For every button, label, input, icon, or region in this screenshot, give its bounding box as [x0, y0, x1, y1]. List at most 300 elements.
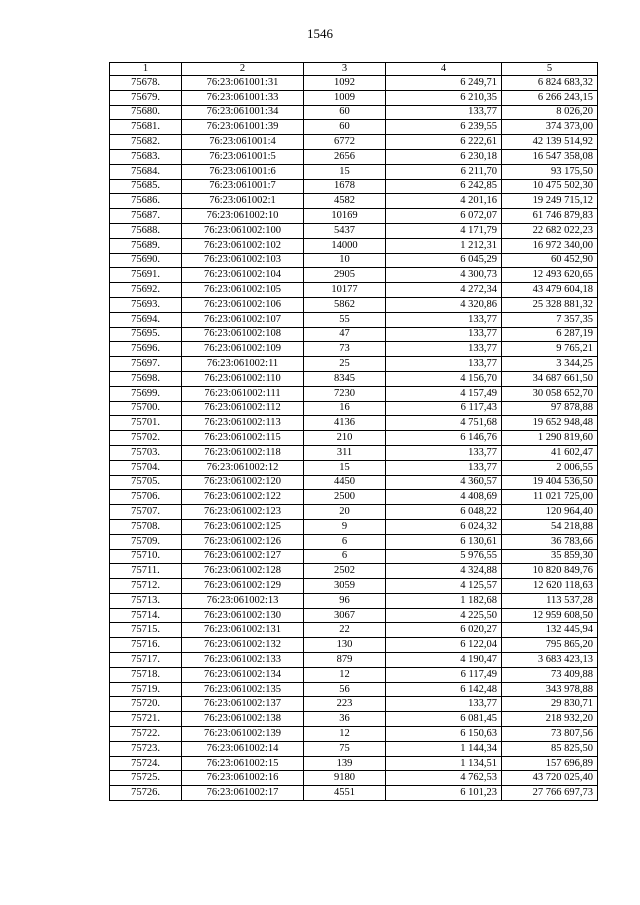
cadastral-value-cell: 19 404 536,50 — [502, 475, 598, 490]
specific-value-cell: 4 201,16 — [386, 194, 502, 209]
cadastral-number-cell: 76:23:061001:4 — [182, 135, 304, 150]
table-row — [110, 386, 598, 401]
row-number-cell: 75699. — [110, 386, 182, 401]
cadastral-value-cell: 73 807,56 — [502, 727, 598, 742]
table-row — [110, 149, 598, 164]
cadastral-number-cell: 76:23:061002:128 — [182, 564, 304, 579]
row-number-cell: 75705. — [110, 475, 182, 490]
area-cell: 2656 — [304, 149, 386, 164]
table-row — [110, 194, 598, 209]
table-row — [110, 460, 598, 475]
cadastral-value-cell: 6 266 243,15 — [502, 90, 598, 105]
specific-value-cell: 133,77 — [386, 460, 502, 475]
cadastral-value-cell: 34 687 661,50 — [502, 371, 598, 386]
specific-value-cell: 6 222,61 — [386, 135, 502, 150]
column-header: 3 — [304, 63, 386, 76]
specific-value-cell: 5 976,55 — [386, 549, 502, 564]
cadastral-number-cell: 76:23:061001:6 — [182, 164, 304, 179]
specific-value-cell: 6 081,45 — [386, 712, 502, 727]
specific-value-cell: 4 408,69 — [386, 490, 502, 505]
table-row — [110, 401, 598, 416]
table-row — [110, 342, 598, 357]
specific-value-cell: 6 210,35 — [386, 90, 502, 105]
cadastral-number-cell: 76:23:061002:127 — [182, 549, 304, 564]
cadastral-number-cell: 76:23:061002:135 — [182, 682, 304, 697]
column-number-row — [110, 63, 598, 76]
row-number-cell: 75687. — [110, 209, 182, 224]
area-cell: 9180 — [304, 771, 386, 786]
row-number-cell: 75689. — [110, 238, 182, 253]
table-row — [110, 90, 598, 105]
cadastral-value-cell: 7 357,35 — [502, 312, 598, 327]
table-row — [110, 268, 598, 283]
cadastral-number-cell: 76:23:061002:10 — [182, 209, 304, 224]
area-cell: 22 — [304, 623, 386, 638]
table-row — [110, 534, 598, 549]
area-cell: 879 — [304, 653, 386, 668]
area-cell: 14000 — [304, 238, 386, 253]
cadastral-value-cell: 36 783,66 — [502, 534, 598, 549]
specific-value-cell: 4 157,49 — [386, 386, 502, 401]
column-header: 1 — [110, 63, 182, 76]
cadastral-number-cell: 76:23:061002:16 — [182, 771, 304, 786]
area-cell: 1092 — [304, 76, 386, 91]
table-row — [110, 416, 598, 431]
cadastral-value-cell: 12 493 620,65 — [502, 268, 598, 283]
cadastral-number-cell: 76:23:061002:126 — [182, 534, 304, 549]
specific-value-cell: 6 130,61 — [386, 534, 502, 549]
row-number-cell: 75710. — [110, 549, 182, 564]
cadastral-number-cell: 76:23:061002:110 — [182, 371, 304, 386]
table-row — [110, 253, 598, 268]
row-number-cell: 75726. — [110, 786, 182, 801]
cadastral-value-cell: 113 537,28 — [502, 593, 598, 608]
row-number-cell: 75684. — [110, 164, 182, 179]
table-row — [110, 741, 598, 756]
specific-value-cell: 6 230,18 — [386, 149, 502, 164]
row-number-cell: 75692. — [110, 283, 182, 298]
cadastral-number-cell: 76:23:061002:132 — [182, 638, 304, 653]
cadastral-number-cell: 76:23:061002:130 — [182, 608, 304, 623]
cadastral-value-cell: 19 652 948,48 — [502, 416, 598, 431]
area-cell: 4551 — [304, 786, 386, 801]
cadastral-number-cell: 76:23:061002:118 — [182, 445, 304, 460]
table-row — [110, 164, 598, 179]
specific-value-cell: 4 190,47 — [386, 653, 502, 668]
specific-value-cell: 6 024,32 — [386, 519, 502, 534]
area-cell: 10 — [304, 253, 386, 268]
specific-value-cell: 4 762,53 — [386, 771, 502, 786]
cadastral-number-cell: 76:23:061002:115 — [182, 431, 304, 446]
cadastral-number-cell: 76:23:061001:31 — [182, 76, 304, 91]
table-row — [110, 712, 598, 727]
cadastral-number-cell: 76:23:061002:11 — [182, 357, 304, 372]
cadastral-value-cell: 12 620 118,63 — [502, 579, 598, 594]
row-number-cell: 75700. — [110, 401, 182, 416]
cadastral-number-cell: 76:23:061002:104 — [182, 268, 304, 283]
area-cell: 73 — [304, 342, 386, 357]
cadastral-number-cell: 76:23:061002:123 — [182, 505, 304, 520]
cadastral-value-cell: 41 602,47 — [502, 445, 598, 460]
specific-value-cell: 4 225,50 — [386, 608, 502, 623]
area-cell: 15 — [304, 164, 386, 179]
row-number-cell: 75696. — [110, 342, 182, 357]
area-cell: 56 — [304, 682, 386, 697]
area-cell: 3067 — [304, 608, 386, 623]
area-cell: 6772 — [304, 135, 386, 150]
area-cell: 96 — [304, 593, 386, 608]
cadastral-value-cell: 132 445,94 — [502, 623, 598, 638]
cadastral-number-cell: 76:23:061002:17 — [182, 786, 304, 801]
cadastral-number-cell: 76:23:061001:5 — [182, 149, 304, 164]
cadastral-value-cell: 97 878,88 — [502, 401, 598, 416]
table-row — [110, 593, 598, 608]
area-cell: 130 — [304, 638, 386, 653]
cadastral-value-cell: 22 682 022,23 — [502, 223, 598, 238]
cadastral-value-cell: 27 766 697,73 — [502, 786, 598, 801]
table-row — [110, 475, 598, 490]
cadastral-number-cell: 76:23:061002:120 — [182, 475, 304, 490]
row-number-cell: 75697. — [110, 357, 182, 372]
row-number-cell: 75712. — [110, 579, 182, 594]
specific-value-cell: 1 212,31 — [386, 238, 502, 253]
specific-value-cell: 6 117,49 — [386, 667, 502, 682]
area-cell: 4136 — [304, 416, 386, 431]
cadastral-value-cell: 42 139 514,92 — [502, 135, 598, 150]
row-number-cell: 75694. — [110, 312, 182, 327]
area-cell: 75 — [304, 741, 386, 756]
row-number-cell: 75690. — [110, 253, 182, 268]
area-cell: 25 — [304, 357, 386, 372]
specific-value-cell: 6 117,43 — [386, 401, 502, 416]
cadastral-number-cell: 76:23:061001:34 — [182, 105, 304, 120]
area-cell: 1678 — [304, 179, 386, 194]
table-row — [110, 682, 598, 697]
area-cell: 6 — [304, 534, 386, 549]
cadastral-value-table — [109, 62, 598, 801]
row-number-cell: 75681. — [110, 120, 182, 135]
cadastral-number-cell: 76:23:061002:112 — [182, 401, 304, 416]
table-row — [110, 756, 598, 771]
cadastral-value-cell: 19 249 715,12 — [502, 194, 598, 209]
table-row — [110, 209, 598, 224]
cadastral-number-cell: 76:23:061001:7 — [182, 179, 304, 194]
specific-value-cell: 4 272,34 — [386, 283, 502, 298]
cadastral-number-cell: 76:23:061002:129 — [182, 579, 304, 594]
row-number-cell: 75704. — [110, 460, 182, 475]
row-number-cell: 75685. — [110, 179, 182, 194]
cadastral-number-cell: 76:23:061002:12 — [182, 460, 304, 475]
row-number-cell: 75716. — [110, 638, 182, 653]
table-row — [110, 223, 598, 238]
cadastral-number-cell: 76:23:061002:100 — [182, 223, 304, 238]
specific-value-cell: 6 211,70 — [386, 164, 502, 179]
specific-value-cell: 4 320,86 — [386, 297, 502, 312]
specific-value-cell: 133,77 — [386, 357, 502, 372]
row-number-cell: 75698. — [110, 371, 182, 386]
specific-value-cell: 6 146,76 — [386, 431, 502, 446]
row-number-cell: 75695. — [110, 327, 182, 342]
cadastral-value-cell: 93 175,50 — [502, 164, 598, 179]
cadastral-value-cell: 218 932,20 — [502, 712, 598, 727]
specific-value-cell: 133,77 — [386, 327, 502, 342]
cadastral-value-cell: 16 547 358,08 — [502, 149, 598, 164]
cadastral-value-cell: 3 344,25 — [502, 357, 598, 372]
specific-value-cell: 6 048,22 — [386, 505, 502, 520]
table-row — [110, 771, 598, 786]
cadastral-value-cell: 43 720 025,40 — [502, 771, 598, 786]
specific-value-cell: 133,77 — [386, 697, 502, 712]
row-number-cell: 75682. — [110, 135, 182, 150]
area-cell: 4582 — [304, 194, 386, 209]
cadastral-number-cell: 76:23:061002:13 — [182, 593, 304, 608]
cadastral-number-cell: 76:23:061002:105 — [182, 283, 304, 298]
row-number-cell: 75702. — [110, 431, 182, 446]
cadastral-value-cell: 60 452,90 — [502, 253, 598, 268]
table-row — [110, 727, 598, 742]
cadastral-value-cell: 1 290 819,60 — [502, 431, 598, 446]
specific-value-cell: 6 150,63 — [386, 727, 502, 742]
area-cell: 4450 — [304, 475, 386, 490]
row-number-cell: 75706. — [110, 490, 182, 505]
specific-value-cell: 4 171,79 — [386, 223, 502, 238]
specific-value-cell: 4 156,70 — [386, 371, 502, 386]
area-cell: 223 — [304, 697, 386, 712]
area-cell: 5862 — [304, 297, 386, 312]
area-cell: 16 — [304, 401, 386, 416]
cadastral-value-cell: 8 026,20 — [502, 105, 598, 120]
row-number-cell: 75683. — [110, 149, 182, 164]
cadastral-number-cell: 76:23:061002:109 — [182, 342, 304, 357]
cadastral-value-cell: 157 696,89 — [502, 756, 598, 771]
area-cell: 55 — [304, 312, 386, 327]
table-row — [110, 312, 598, 327]
cadastral-value-cell: 11 021 725,00 — [502, 490, 598, 505]
page-number: 1546 — [307, 26, 333, 41]
specific-value-cell: 133,77 — [386, 105, 502, 120]
cadastral-value-cell: 30 058 652,70 — [502, 386, 598, 401]
table-row — [110, 519, 598, 534]
cadastral-value-cell: 10 820 849,76 — [502, 564, 598, 579]
area-cell: 10177 — [304, 283, 386, 298]
cadastral-number-cell: 76:23:061001:39 — [182, 120, 304, 135]
cadastral-number-cell: 76:23:061002:131 — [182, 623, 304, 638]
cadastral-number-cell: 76:23:061002:137 — [182, 697, 304, 712]
row-number-cell: 75709. — [110, 534, 182, 549]
table-row — [110, 579, 598, 594]
cadastral-number-cell: 76:23:061002:125 — [182, 519, 304, 534]
row-number-cell: 75707. — [110, 505, 182, 520]
specific-value-cell: 6 142,48 — [386, 682, 502, 697]
cadastral-value-cell: 10 475 502,30 — [502, 179, 598, 194]
specific-value-cell: 6 020,27 — [386, 623, 502, 638]
column-header: 5 — [502, 63, 598, 76]
area-cell: 12 — [304, 727, 386, 742]
area-cell: 47 — [304, 327, 386, 342]
row-number-cell: 75720. — [110, 697, 182, 712]
cadastral-value-cell: 120 964,40 — [502, 505, 598, 520]
cadastral-number-cell: 76:23:061002:138 — [182, 712, 304, 727]
row-number-cell: 75723. — [110, 741, 182, 756]
area-cell: 36 — [304, 712, 386, 727]
area-cell: 1009 — [304, 90, 386, 105]
cadastral-value-cell: 54 218,88 — [502, 519, 598, 534]
area-cell: 7230 — [304, 386, 386, 401]
specific-value-cell: 6 242,85 — [386, 179, 502, 194]
table-row — [110, 327, 598, 342]
row-number-cell: 75722. — [110, 727, 182, 742]
cadastral-value-cell: 6 824 683,32 — [502, 76, 598, 91]
row-number-cell: 75686. — [110, 194, 182, 209]
area-cell: 12 — [304, 667, 386, 682]
table-row — [110, 505, 598, 520]
row-number-cell: 75715. — [110, 623, 182, 638]
row-number-cell: 75693. — [110, 297, 182, 312]
row-number-cell: 75719. — [110, 682, 182, 697]
row-number-cell: 75701. — [110, 416, 182, 431]
row-number-cell: 75717. — [110, 653, 182, 668]
table-row — [110, 76, 598, 91]
specific-value-cell: 133,77 — [386, 342, 502, 357]
specific-value-cell: 133,77 — [386, 445, 502, 460]
cadastral-number-cell: 76:23:061002:111 — [182, 386, 304, 401]
cadastral-number-cell: 76:23:061002:122 — [182, 490, 304, 505]
row-number-cell: 75714. — [110, 608, 182, 623]
table-row — [110, 431, 598, 446]
row-number-cell: 75724. — [110, 756, 182, 771]
area-cell: 6 — [304, 549, 386, 564]
cadastral-value-cell: 343 978,88 — [502, 682, 598, 697]
specific-value-cell: 1 144,34 — [386, 741, 502, 756]
row-number-cell: 75678. — [110, 76, 182, 91]
table-row — [110, 238, 598, 253]
table-row — [110, 445, 598, 460]
cadastral-number-cell: 76:23:061002:103 — [182, 253, 304, 268]
column-header: 2 — [182, 63, 304, 76]
specific-value-cell: 6 045,29 — [386, 253, 502, 268]
cadastral-value-cell: 12 959 608,50 — [502, 608, 598, 623]
row-number-cell: 75711. — [110, 564, 182, 579]
row-number-cell: 75680. — [110, 105, 182, 120]
cadastral-number-cell: 76:23:061002:107 — [182, 312, 304, 327]
table-row — [110, 638, 598, 653]
specific-value-cell: 4 324,88 — [386, 564, 502, 579]
specific-value-cell: 6 249,71 — [386, 76, 502, 91]
area-cell: 8345 — [304, 371, 386, 386]
cadastral-number-cell: 76:23:061002:108 — [182, 327, 304, 342]
specific-value-cell: 4 300,73 — [386, 268, 502, 283]
cadastral-number-cell: 76:23:061002:1 — [182, 194, 304, 209]
area-cell: 5437 — [304, 223, 386, 238]
area-cell: 9 — [304, 519, 386, 534]
table-row — [110, 608, 598, 623]
cadastral-value-cell: 16 972 340,00 — [502, 238, 598, 253]
table-row — [110, 357, 598, 372]
cadastral-value-cell: 25 328 881,32 — [502, 297, 598, 312]
row-number-cell: 75713. — [110, 593, 182, 608]
cadastral-value-cell: 6 287,19 — [502, 327, 598, 342]
table-row — [110, 623, 598, 638]
cadastral-value-cell: 2 006,55 — [502, 460, 598, 475]
cadastral-value-cell: 61 746 879,83 — [502, 209, 598, 224]
specific-value-cell: 133,77 — [386, 312, 502, 327]
specific-value-cell: 1 182,68 — [386, 593, 502, 608]
area-cell: 210 — [304, 431, 386, 446]
cadastral-value-cell: 9 765,21 — [502, 342, 598, 357]
cadastral-number-cell: 76:23:061002:14 — [182, 741, 304, 756]
table-row — [110, 667, 598, 682]
area-cell: 20 — [304, 505, 386, 520]
table-row — [110, 135, 598, 150]
cadastral-number-cell: 76:23:061002:139 — [182, 727, 304, 742]
table-row — [110, 105, 598, 120]
cadastral-value-cell: 374 373,00 — [502, 120, 598, 135]
table-row — [110, 564, 598, 579]
cadastral-number-cell: 76:23:061002:106 — [182, 297, 304, 312]
cadastral-value-cell: 795 865,20 — [502, 638, 598, 653]
specific-value-cell: 4 360,57 — [386, 475, 502, 490]
row-number-cell: 75708. — [110, 519, 182, 534]
area-cell: 311 — [304, 445, 386, 460]
area-cell: 60 — [304, 120, 386, 135]
cadastral-number-cell: 76:23:061002:134 — [182, 667, 304, 682]
specific-value-cell: 6 101,23 — [386, 786, 502, 801]
row-number-cell: 75718. — [110, 667, 182, 682]
area-cell: 10169 — [304, 209, 386, 224]
cadastral-number-cell: 76:23:061002:102 — [182, 238, 304, 253]
area-cell: 3059 — [304, 579, 386, 594]
area-cell: 15 — [304, 460, 386, 475]
specific-value-cell: 6 239,55 — [386, 120, 502, 135]
table-row — [110, 283, 598, 298]
specific-value-cell: 4 751,68 — [386, 416, 502, 431]
table-body — [110, 76, 598, 801]
table-row — [110, 697, 598, 712]
area-cell: 2905 — [304, 268, 386, 283]
cadastral-value-cell: 43 479 604,18 — [502, 283, 598, 298]
table-row — [110, 120, 598, 135]
area-cell: 60 — [304, 105, 386, 120]
column-header: 4 — [386, 63, 502, 76]
row-number-cell: 75725. — [110, 771, 182, 786]
row-number-cell: 75688. — [110, 223, 182, 238]
cadastral-value-cell: 3 683 423,13 — [502, 653, 598, 668]
cadastral-value-cell: 85 825,50 — [502, 741, 598, 756]
table-row — [110, 653, 598, 668]
specific-value-cell: 6 072,07 — [386, 209, 502, 224]
specific-value-cell: 6 122,04 — [386, 638, 502, 653]
row-number-cell: 75721. — [110, 712, 182, 727]
area-cell: 139 — [304, 756, 386, 771]
row-number-cell: 75703. — [110, 445, 182, 460]
table-row — [110, 549, 598, 564]
row-number-cell: 75691. — [110, 268, 182, 283]
specific-value-cell: 1 134,51 — [386, 756, 502, 771]
cadastral-number-cell: 76:23:061001:33 — [182, 90, 304, 105]
table-row — [110, 786, 598, 801]
table-row — [110, 297, 598, 312]
area-cell: 2500 — [304, 490, 386, 505]
cadastral-value-cell: 29 830,71 — [502, 697, 598, 712]
area-cell: 2502 — [304, 564, 386, 579]
specific-value-cell: 4 125,57 — [386, 579, 502, 594]
cadastral-value-cell: 35 859,30 — [502, 549, 598, 564]
cadastral-number-cell: 76:23:061002:133 — [182, 653, 304, 668]
table-row — [110, 490, 598, 505]
table-row — [110, 371, 598, 386]
cadastral-number-cell: 76:23:061002:113 — [182, 416, 304, 431]
cadastral-number-cell: 76:23:061002:15 — [182, 756, 304, 771]
